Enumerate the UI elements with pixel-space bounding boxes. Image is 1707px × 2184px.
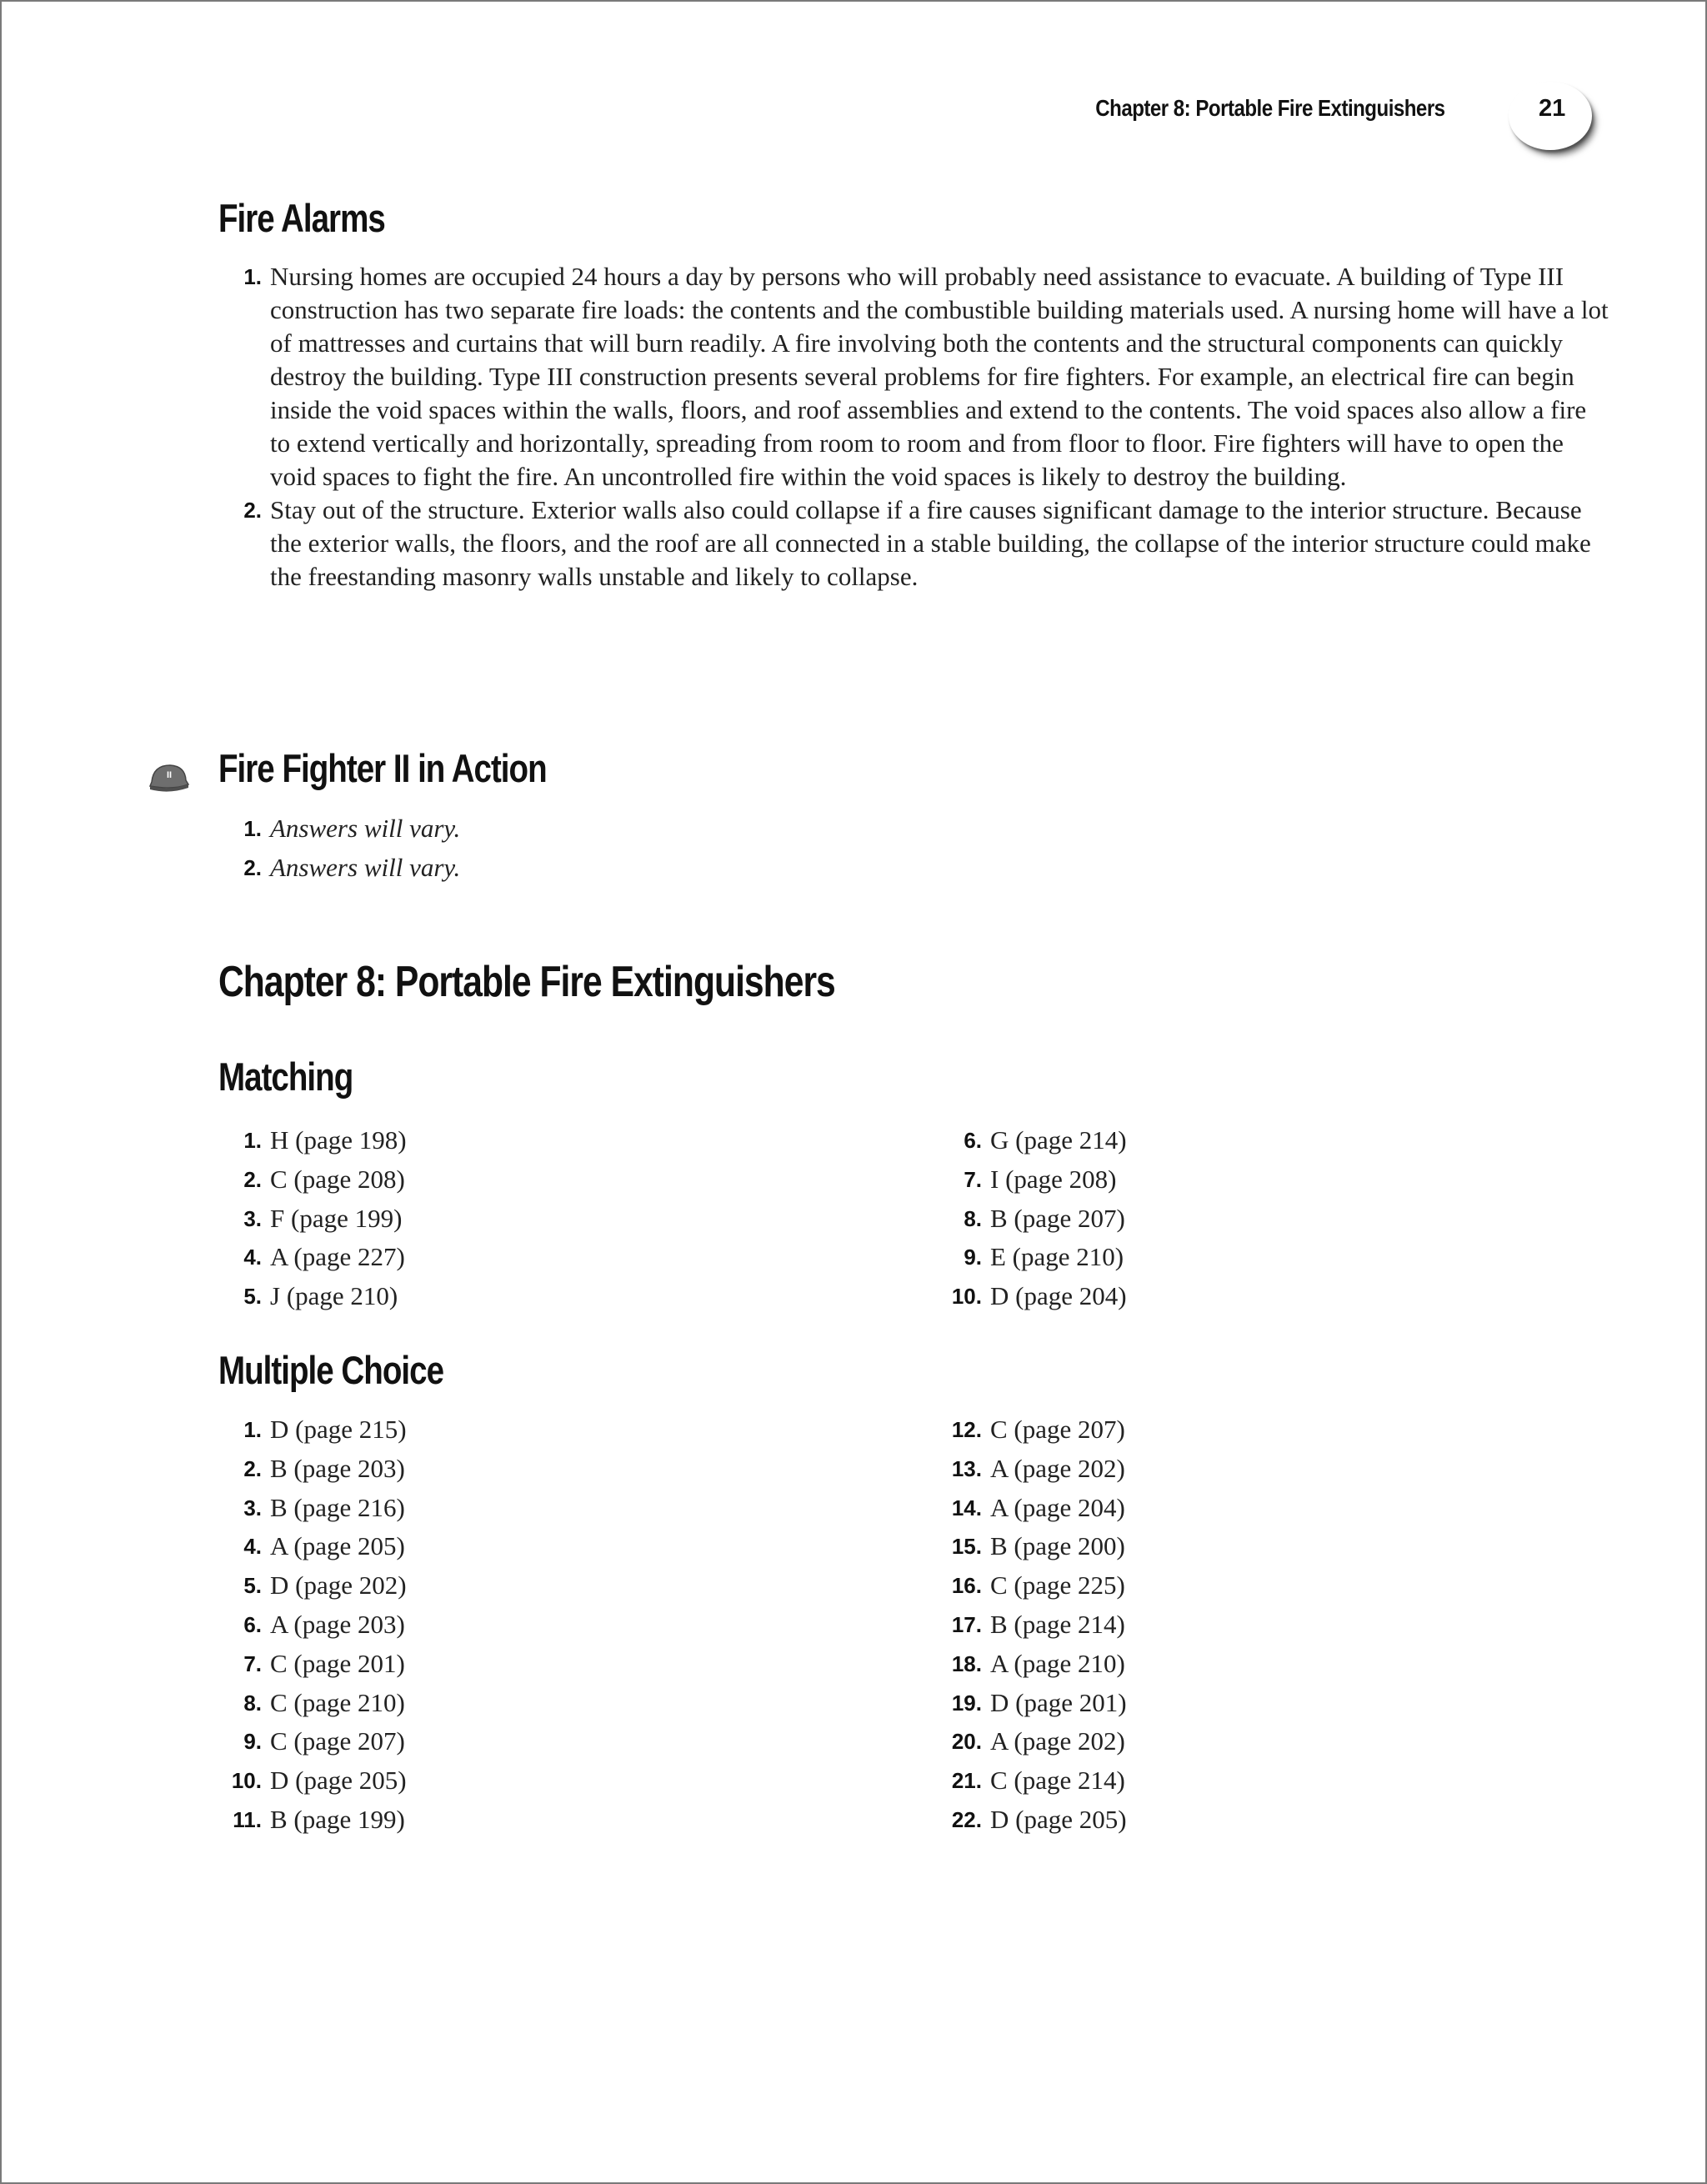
list-item — [218, 1450, 635, 1489]
item-text: A (page 210) — [990, 1648, 1125, 1678]
list-item — [939, 1489, 1355, 1528]
item-text: I (page 208) — [990, 1164, 1117, 1194]
item-text: F (page 199) — [270, 1203, 403, 1233]
list-item — [218, 1410, 635, 1450]
section-heading-ff2-in-action: Fire Fighter II in Action — [218, 746, 547, 790]
list-item — [218, 1121, 635, 1160]
list-item — [218, 851, 885, 884]
item-text: C (page 210) — [270, 1687, 405, 1717]
item-text: D (page 205) — [270, 1766, 407, 1796]
list-item — [218, 1684, 635, 1723]
item-text: D (page 202) — [270, 1570, 407, 1600]
multiple-choice-left-column — [218, 1410, 635, 1840]
item-number: 1. — [243, 816, 262, 841]
item-number: 21. — [951, 1768, 982, 1794]
helmet-icon — [148, 762, 190, 799]
item-number: 11. — [233, 1806, 262, 1832]
list-item — [218, 1566, 635, 1605]
list-item — [939, 1801, 1355, 1840]
list-item — [218, 1238, 635, 1277]
list-item — [218, 1801, 635, 1840]
section-heading-matching: Matching — [218, 1054, 353, 1099]
item-number: 2. — [243, 855, 262, 880]
running-header-title: Chapter 8: Portable Fire Extinguishers — [1095, 95, 1445, 121]
item-text: A (page 227) — [270, 1242, 405, 1272]
item-number: 5. — [243, 1284, 262, 1310]
item-text: J (page 210) — [270, 1281, 398, 1311]
list-item — [939, 1566, 1355, 1605]
item-text: Answers will vary. — [270, 814, 461, 843]
item-number: 14. — [951, 1495, 982, 1520]
item-number: 9. — [243, 1729, 262, 1755]
list-item — [939, 1527, 1355, 1566]
item-number: 1. — [243, 1417, 262, 1442]
item-number: 3. — [243, 1495, 262, 1520]
matching-right-column — [939, 1121, 1355, 1316]
list-item — [939, 1722, 1355, 1761]
item-text: B (page 200) — [990, 1531, 1125, 1561]
item-number: 20. — [951, 1729, 982, 1755]
list-item — [939, 1238, 1355, 1277]
item-number: 13. — [951, 1455, 982, 1481]
item-number: 7. — [243, 1651, 262, 1676]
list-item — [939, 1605, 1355, 1645]
item-text: B (page 199) — [270, 1804, 405, 1834]
item-text: D (page 201) — [990, 1687, 1127, 1717]
list-item — [939, 1450, 1355, 1489]
item-text: A (page 203) — [270, 1609, 405, 1639]
helmet-label: II — [167, 770, 173, 780]
item-text: C (page 207) — [990, 1415, 1125, 1444]
list-item — [939, 1645, 1355, 1684]
item-text: B (page 216) — [270, 1492, 405, 1522]
list-item — [939, 1160, 1355, 1200]
item-number: 2. — [243, 1455, 262, 1481]
item-text: A (page 202) — [990, 1453, 1125, 1483]
item-text: C (page 214) — [990, 1766, 1125, 1796]
multiple-choice-right-column — [939, 1410, 1355, 1840]
item-text: H (page 198) — [270, 1125, 407, 1155]
item-number: 15. — [951, 1534, 982, 1560]
item-text: Nursing homes are occupied 24 hours a day by persons who will probably need assistance to evacuate. A building of Type III construction has two separate fire loads: the contents and the combustible building materials used. A nursing home will have a lot of mattresses and curtains that will burn readily. A fire involving both the contents and the structural components can quickly destroy the building. Type III construction presents several problems for fire fighters. For example, an electrical fire can begin inside the void spaces within the walls, floors, and roof assemblies and extend to the contents. The void spaces also allow a fire to extend vertically and horizontally, spreading from room to room and from floor to floor. Fire fighters will have to open the void spaces to fight the fire. An uncontrolled fire within the void spaces is likely to destroy the building. — [270, 262, 1609, 491]
item-number: 2. — [243, 498, 262, 523]
list-item — [218, 1645, 635, 1684]
item-text: C (page 207) — [270, 1726, 405, 1756]
item-text: B (page 203) — [270, 1453, 405, 1483]
item-number: 1. — [243, 264, 262, 289]
item-number: 5. — [243, 1573, 262, 1599]
list-item — [218, 812, 885, 851]
item-number: 4. — [243, 1534, 262, 1560]
item-number: 10. — [951, 1284, 982, 1310]
item-number: 22. — [951, 1806, 982, 1832]
item-number: 1. — [243, 1128, 262, 1153]
list-item — [218, 260, 1610, 493]
fire-alarms-list — [218, 260, 1610, 594]
item-number: 19. — [951, 1690, 982, 1716]
item-number: 4. — [243, 1245, 262, 1270]
item-text: Stay out of the structure. Exterior walls also could collapse if a fire causes significant damage to the interior structure. Because the exterior walls, the floors, and the roof are all connected in a stable building, the collapse of the interior structure could make the freestanding masonry walls unstable and likely to collapse. — [270, 495, 1591, 591]
ff2-in-action-list — [218, 812, 885, 884]
item-text: B (page 214) — [990, 1609, 1125, 1639]
list-item — [218, 1605, 635, 1645]
item-number: 2. — [243, 1166, 262, 1192]
item-text: Answers will vary. — [270, 853, 461, 882]
list-item — [218, 1722, 635, 1761]
list-item — [218, 493, 1610, 594]
list-item — [939, 1410, 1355, 1450]
list-item — [939, 1684, 1355, 1723]
item-text: E (page 210) — [990, 1242, 1124, 1272]
item-number: 18. — [951, 1651, 982, 1676]
list-item — [218, 1200, 635, 1239]
item-number: 17. — [951, 1611, 982, 1637]
item-number: 12. — [951, 1417, 982, 1442]
list-item — [218, 1160, 635, 1200]
item-number: 10. — [231, 1768, 262, 1794]
item-number: 8. — [964, 1205, 982, 1231]
item-text: C (page 201) — [270, 1648, 405, 1678]
list-item — [218, 1527, 635, 1566]
item-number: 3. — [243, 1205, 262, 1231]
list-item — [218, 1489, 635, 1528]
item-number: 6. — [243, 1611, 262, 1637]
item-text: C (page 208) — [270, 1164, 405, 1194]
item-text: B (page 207) — [990, 1203, 1125, 1233]
matching-left-column — [218, 1121, 635, 1316]
item-text: D (page 205) — [990, 1804, 1127, 1834]
item-number: 16. — [951, 1573, 982, 1599]
list-item — [939, 1761, 1355, 1801]
item-text: D (page 204) — [990, 1281, 1127, 1311]
item-text: D (page 215) — [270, 1415, 407, 1444]
list-item — [218, 1277, 635, 1316]
item-text: A (page 204) — [990, 1492, 1125, 1522]
chapter-title: Chapter 8: Portable Fire Extinguishers — [218, 958, 835, 1006]
item-text: C (page 225) — [990, 1570, 1125, 1600]
item-text: A (page 202) — [990, 1726, 1125, 1756]
list-item — [218, 1761, 635, 1801]
item-number: 7. — [964, 1166, 982, 1192]
list-item — [939, 1200, 1355, 1239]
list-item — [939, 1277, 1355, 1316]
page-number: 21 — [1539, 95, 1566, 122]
section-heading-fire-alarms: Fire Alarms — [218, 196, 385, 240]
item-number: 9. — [964, 1245, 982, 1270]
item-number: 8. — [243, 1690, 262, 1716]
item-number: 6. — [964, 1128, 982, 1153]
section-heading-multiple-choice: Multiple Choice — [218, 1348, 444, 1392]
item-text: A (page 205) — [270, 1531, 405, 1561]
item-text: G (page 214) — [990, 1125, 1127, 1155]
list-item — [939, 1121, 1355, 1160]
